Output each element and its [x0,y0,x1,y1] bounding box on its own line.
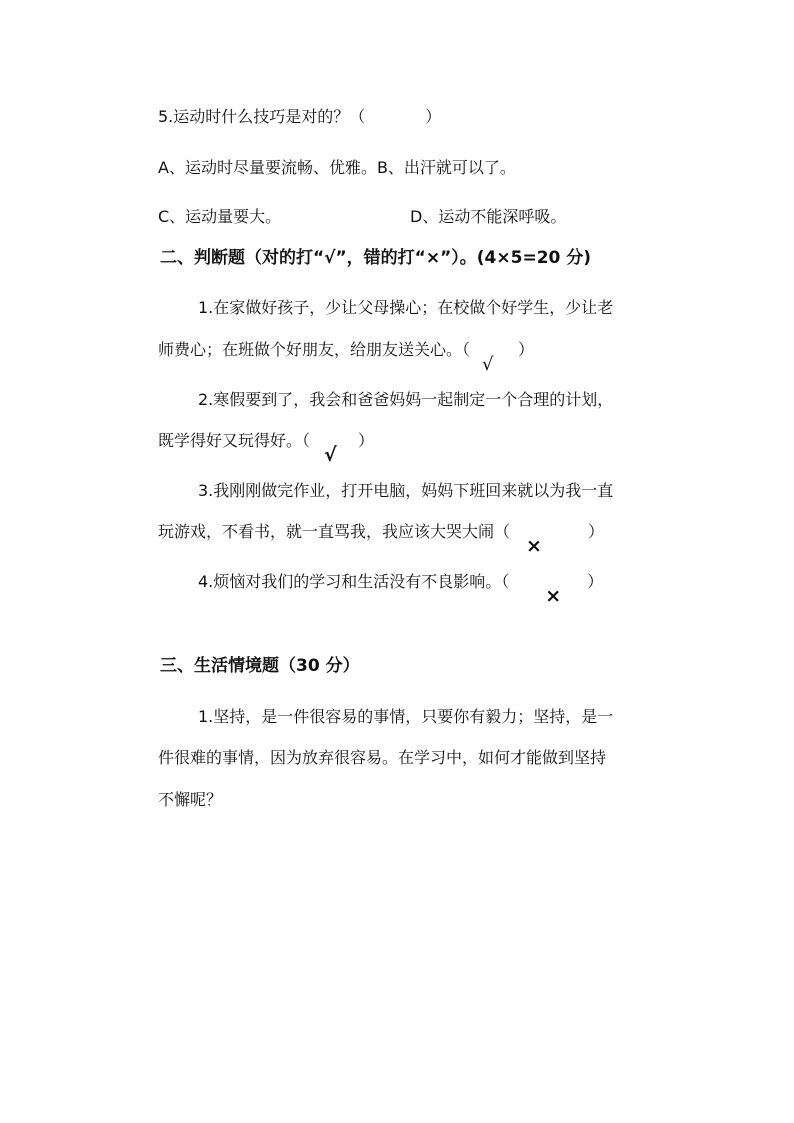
judgment-item-1-line2 [158,340,535,375]
question-5-stem [158,107,441,127]
judgment-item-4-close-paren: ） [587,572,604,591]
judgment-item-2-line1: 2.寒假要到了，我会和爸爸妈妈一起制定一个合理的计划， [198,390,614,409]
judgment-item-1-answer-check: √ [482,354,494,375]
judgment-item-3-answer-cross: × [526,535,542,557]
judgment-item-3-line2 [158,522,605,557]
section-2-heading: 二、判断题（对的打“√”，错的打“×”）。(4×5=20 分) [160,248,592,268]
judgment-item-2-text: 既学得好又玩得好。（ [158,431,311,450]
scenario-question-1-line1: 1.坚持，是一件很容易的事情，只要你有毅力；坚持，是一 [198,707,614,726]
judgment-item-2-line2 [158,431,375,466]
judgment-item-1-line1: 1.在家做好孩子，少让父母操心；在校做个好学生，少让老 [198,298,614,317]
question-5-option-c: C、运动量要大。 [158,207,282,226]
section-3-heading: 三、生活情境题（30 分） [160,656,360,676]
judgment-item-4-text: 4.烦恼对我们的学习和生活没有不良影响。（ [198,572,510,591]
scenario-question-1-line3: 不懈呢？ [158,790,223,809]
question-5-option-d: D、运动不能深呼吸。 [410,207,567,226]
judgment-item-3-close-paren: ） [588,522,605,541]
judgment-item-3-text: 玩游戏，不看书，就一直骂我，我应该大哭大闹（ [158,522,511,541]
question-5-close-paren: ） [425,107,442,126]
judgment-item-2-answer-check: √ [324,444,337,466]
judgment-item-2-close-paren: ） [358,431,375,450]
judgment-item-1-text: 师费心；在班做个好朋友，给朋友送关心。（ [158,340,471,359]
judgment-item-1-close-paren: ） [518,340,535,359]
judgment-item-4 [198,572,604,607]
judgment-item-3-line1: 3.我刚刚做完作业，打开电脑，妈妈下班回来就以为我一直 [198,481,614,500]
question-5-stem-text: 5.运动时什么技巧是对的？（ [158,107,366,126]
question-5-option-a-b: A、运动时尽量要流畅、优雅。B、出汗就可以了。 [158,158,516,177]
scenario-question-1-line2: 件很难的事情，因为放弃很容易。在学习中，如何才能做到坚持 [158,748,607,767]
judgment-item-4-answer-cross: × [545,585,562,607]
